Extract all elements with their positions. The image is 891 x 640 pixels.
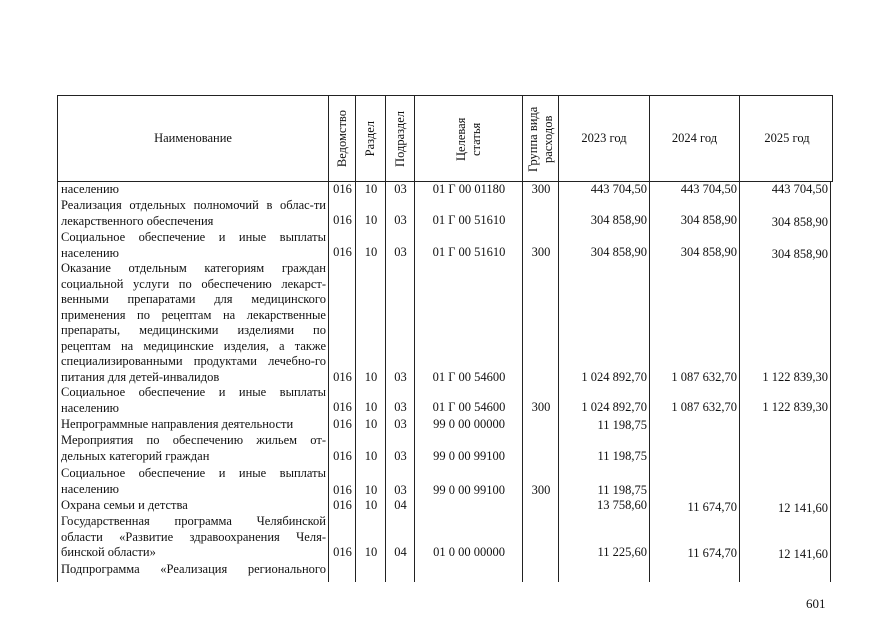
cell-2025: 1 122 839,30: [762, 400, 828, 414]
cell-celevaya: 01 Г 00 54600: [432, 370, 506, 384]
cell-celevaya: 99 0 00 99100: [433, 449, 505, 463]
cell-2024: 1 087 632,70: [671, 370, 737, 384]
header-2024-label: 2024 год: [671, 131, 718, 145]
cell-2025: 1 122 839,30: [762, 370, 828, 384]
row-name: Социальное обеспечение и иные выплаты населению: [61, 466, 326, 496]
cell-2023: 11 225,60: [597, 545, 647, 559]
cell-podrazdel: 03: [394, 213, 407, 227]
header-celevaya: [415, 96, 523, 181]
cell-celevaya: 01 Г 00 51610: [432, 213, 506, 227]
cell-podrazdel: 04: [394, 545, 407, 559]
row-name: Социальное обеспечение и иные выплаты населению: [61, 385, 326, 415]
header-2025-label: 2025 год: [764, 131, 810, 145]
cell-vedomstvo: 016: [333, 245, 352, 259]
header-gruppa-label: Группа вида расходов: [525, 105, 555, 172]
cell-celevaya: 01 Г 00 01180: [432, 182, 506, 196]
cell-celevaya: 01 Г 00 54600: [432, 400, 506, 414]
cell-razdel: 10: [364, 182, 378, 196]
cell-vedomstvo: 016: [333, 182, 352, 196]
row-name: населению: [61, 182, 119, 196]
cell-podrazdel: 03: [394, 449, 407, 463]
page-number: 601: [806, 596, 826, 611]
header-vedomstvo: [329, 96, 356, 181]
header-celevaya-label: Целевая статья: [453, 116, 483, 161]
cell-2025: 12 141,60: [778, 547, 828, 561]
cell-2025: 304 858,90: [771, 247, 828, 261]
header-2024: [650, 96, 740, 181]
cell-vedomstvo: 016: [333, 498, 352, 512]
cell-2024: 304 858,90: [680, 213, 737, 227]
column-divider: [830, 182, 831, 582]
cell-celevaya: 99 0 00 99100: [433, 483, 505, 497]
cell-podrazdel: 03: [394, 417, 407, 431]
row-name: Государственная программа Челябинской области «Развитие здравоохранения Челя-бинской области»: [61, 514, 326, 559]
cell-2023: 304 858,90: [590, 213, 647, 227]
cell-gruppa: 300: [531, 182, 551, 196]
cell-2025: 304 858,90: [771, 215, 828, 229]
header-podrazdel: [386, 96, 415, 181]
cell-2024: 11 674,70: [687, 500, 737, 514]
cell-2024: 1 087 632,70: [671, 400, 737, 414]
cell-2023: 13 758,60: [597, 498, 647, 512]
cell-2023: 11 198,75: [597, 449, 647, 463]
cell-vedomstvo: 016: [333, 545, 352, 559]
cell-celevaya: 99 0 00 00000: [433, 417, 505, 431]
cell-celevaya: 01 0 00 00000: [433, 545, 505, 559]
cell-2023: 1 024 892,70: [581, 370, 647, 384]
cell-razdel: 10: [364, 370, 378, 384]
cell-podrazdel: 03: [394, 245, 407, 259]
cell-2024: 11 674,70: [687, 546, 737, 560]
header-name-label: Наименование: [154, 131, 232, 145]
row-name: Социальное обеспечение и иные выплаты населению: [61, 230, 326, 260]
cell-2025: 443 704,50: [771, 182, 828, 196]
cell-vedomstvo: 016: [333, 370, 352, 384]
cell-2024: 443 704,50: [680, 182, 737, 196]
cell-2023: 443 704,50: [590, 182, 647, 196]
cell-2023: 1 024 892,70: [581, 400, 647, 414]
header-vedomstvo-label: Ведомство: [334, 109, 349, 168]
row-name: Охрана семьи и детства: [61, 498, 188, 512]
cell-2023: 304 858,90: [590, 245, 647, 259]
cell-razdel: 10: [364, 545, 378, 559]
cell-podrazdel: 03: [394, 370, 407, 384]
cell-razdel: 10: [364, 483, 378, 497]
cell-vedomstvo: 016: [333, 213, 352, 227]
cell-razdel: 10: [364, 245, 378, 259]
cell-vedomstvo: 016: [333, 417, 352, 431]
row-name: Подпрограмма «Реализация регионального: [61, 562, 326, 576]
row-name: Реализация отдельных полномочий в облас-ти лекарственного обеспечения: [61, 198, 326, 228]
cell-gruppa: 300: [531, 400, 551, 414]
header-gruppa: [523, 96, 559, 181]
cell-podrazdel: 03: [394, 400, 407, 414]
cell-celevaya: 01 Г 00 51610: [432, 245, 506, 259]
header-razdel-label: Раздел: [363, 120, 377, 157]
row-name: Оказание отдельным категориям граждан социальной услуги по обеспечению лекарст-венными препаратами для медицинского применения по рецептам на лекарственные препараты, медицинскими изделиями по рецептам на медицинские изделия, а также специализированными продуктами лечебно-го питания для детей-инвалидов: [61, 261, 326, 384]
cell-2023: 11 198,75: [597, 418, 647, 432]
header-2023-label: 2023 год: [581, 131, 627, 145]
cell-podrazdel: 04: [394, 498, 407, 512]
cell-razdel: 10: [364, 417, 378, 431]
row-name: Мероприятия по обеспечению жильем от-дельных категорий граждан: [61, 433, 326, 463]
header-razdel: [356, 96, 386, 181]
cell-vedomstvo: 016: [333, 449, 352, 463]
cell-2024: 304 858,90: [680, 245, 737, 259]
header-2023: [559, 96, 650, 181]
cell-razdel: 10: [364, 449, 378, 463]
table-header: [57, 95, 833, 182]
cell-2025: 12 141,60: [778, 501, 828, 515]
cell-razdel: 10: [364, 400, 378, 414]
cell-vedomstvo: 016: [333, 400, 352, 414]
header-name: [58, 96, 329, 181]
table-body: [57, 182, 833, 582]
cell-2023: 11 198,75: [597, 483, 647, 497]
cell-razdel: 10: [364, 213, 378, 227]
cell-gruppa: 300: [531, 245, 551, 259]
cell-gruppa: 300: [531, 483, 551, 497]
cell-podrazdel: 03: [394, 483, 407, 497]
row-name: Непрограммные направления деятельности: [61, 417, 294, 431]
cell-podrazdel: 03: [394, 182, 407, 196]
cell-vedomstvo: 016: [333, 483, 352, 497]
header-podrazdel-label: Подраздел: [392, 110, 407, 167]
cell-razdel: 10: [364, 498, 378, 512]
header-2025: [740, 96, 834, 181]
